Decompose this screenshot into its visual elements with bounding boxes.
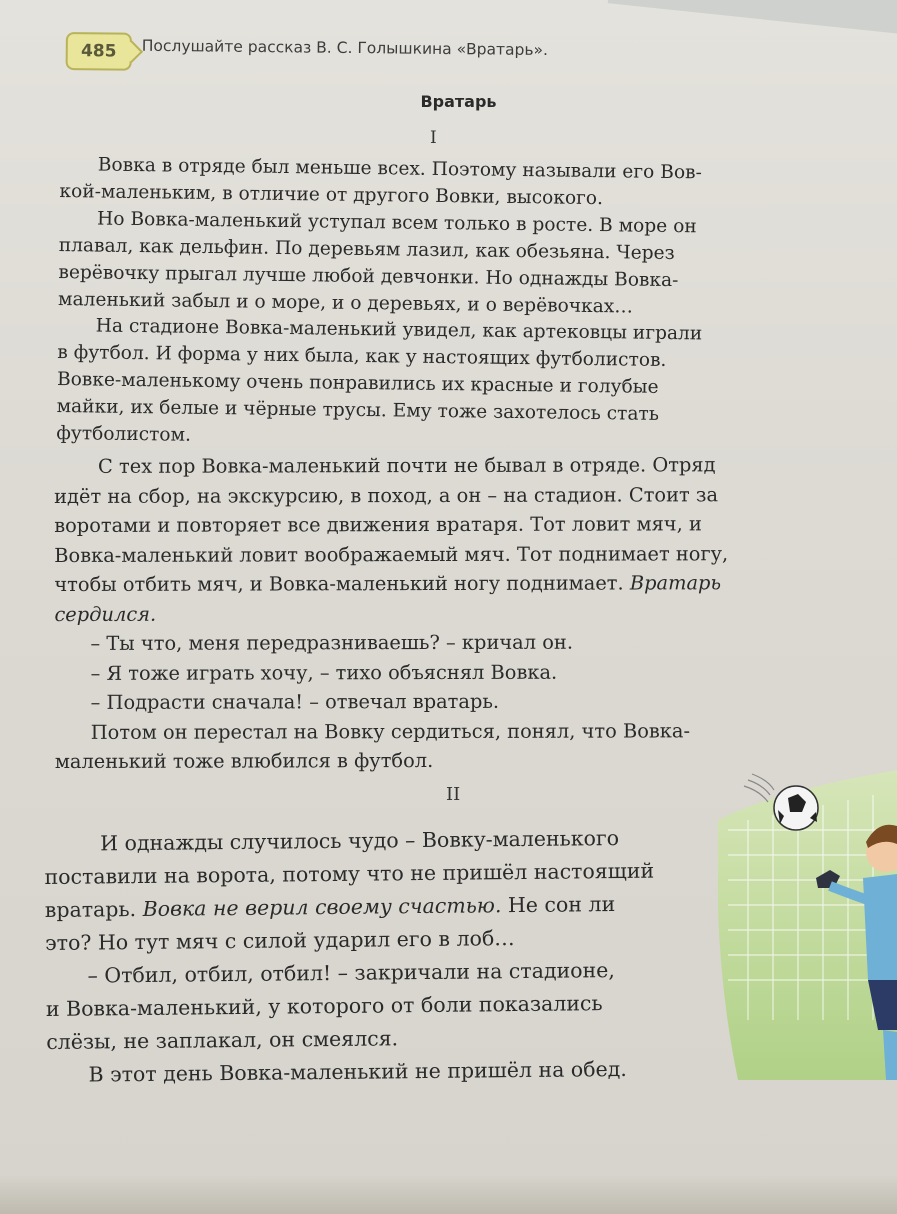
dialog-line: – Ты что, меня передразниваешь? – кричал он. [90,630,574,655]
text-line: футболистом. [56,423,192,446]
text-fragment: чтобы отбить мяч, и Вовка-маленький ногу поднимает. [54,571,630,596]
text-line: поставили на ворота, потому что не пришёл настоящий [44,858,655,889]
section-number-1: I [430,128,437,148]
text-line: и Вовка-маленький, у которого от боли показались [45,991,603,1021]
text-line: маленький тоже влюбился в футбол. [54,749,434,773]
text-fragment: вратарь. [44,896,143,922]
story-title: Вратарь [420,92,497,111]
exercise-header [66,28,826,82]
text-line: В этот день Вовка-маленький не пришёл на обед. [88,1056,627,1087]
italic-fragment: Вовка не верил своему счастью. [142,893,502,921]
dialog-line: – Отбил, отбил, отбил! – закричали на стадионе, [87,958,615,988]
text-line: маленький забыл и о море, и о деревьях, и о верёвочках… [57,288,634,318]
text-line: это? Но тут мяч с силой ударил его в лоб… [45,926,515,955]
text-line: Но Вовка-маленький уступал всем только в росте. В море он [96,208,697,238]
text-line: верёвочку прыгал лучше любой девчонки. Но однажды Вовка- [58,261,679,291]
text-line [54,568,728,599]
text-line: воротами и повторяет все движения вратаря. Тот ловит мяч, и [54,512,702,537]
text-line: Вовке-маленькому очень понравились их красные и голубые [56,369,659,399]
text-line: плавал, как дельфин. По деревьям лазил, как обезьяна. Через [58,234,675,264]
dialog-line: – Я тоже играть хочу, – тихо объяснял Вовка. [90,660,558,685]
text-fragment: Не сон ли [501,892,616,918]
goalkeeper-illustration [718,760,897,1080]
page-corner-decoration [608,0,897,37]
italic-fragment: Вратарь [629,571,722,595]
text-line: идёт на сбор, на экскурсию, в поход, а он – на стадион. Стоит за [54,482,719,508]
exercise-task: Послушайте рассказ В. С. Голышкина «Вратарь». [141,36,549,60]
text-line: майки, их белые и чёрные трусы. Ему тоже захотелось стать [56,396,660,426]
text-line: слёзы, не заплакал, он смеялся. [46,1026,399,1054]
section-2-paragraphs [44,822,656,1092]
text-line: Вовка в отряде был меньше всех. Поэтому называли его Вов- [97,154,702,184]
dialog-line: – Подрасти сначала! – отвечал вратарь. [90,689,500,714]
text-line [54,598,728,629]
text-line: Потом он перестал на Вовку сердиться, понял, что Вовка- [90,718,691,744]
text-line: кой-маленьким, в отличие от другого Вовки, высокого. [59,180,604,210]
text-line: в футбол. И форма у них была, как у настоящих футболистов. [57,342,667,372]
page-bottom-shadow [0,1174,897,1214]
italic-fragment: сердился. [54,602,157,626]
exercise-number-badge: 485 [66,32,132,71]
text-line: С тех пор Вовка-маленький почти не бывал в отряде. Отряд [98,453,716,478]
text-line [45,888,655,927]
text-line: Вовка-маленький ловит воображаемый мяч. Тот поднимает ногу, [54,541,729,567]
section-1-paragraphs [56,152,704,456]
text-line: И однажды случилось чудо – Вовку-маленького [100,825,620,856]
section-1-continued [54,450,729,776]
text-line: На стадионе Вовка-маленький увидел, как артековцы играли [95,315,703,345]
goalkeeper-image [718,760,897,1080]
section-number-2: II [446,784,461,805]
